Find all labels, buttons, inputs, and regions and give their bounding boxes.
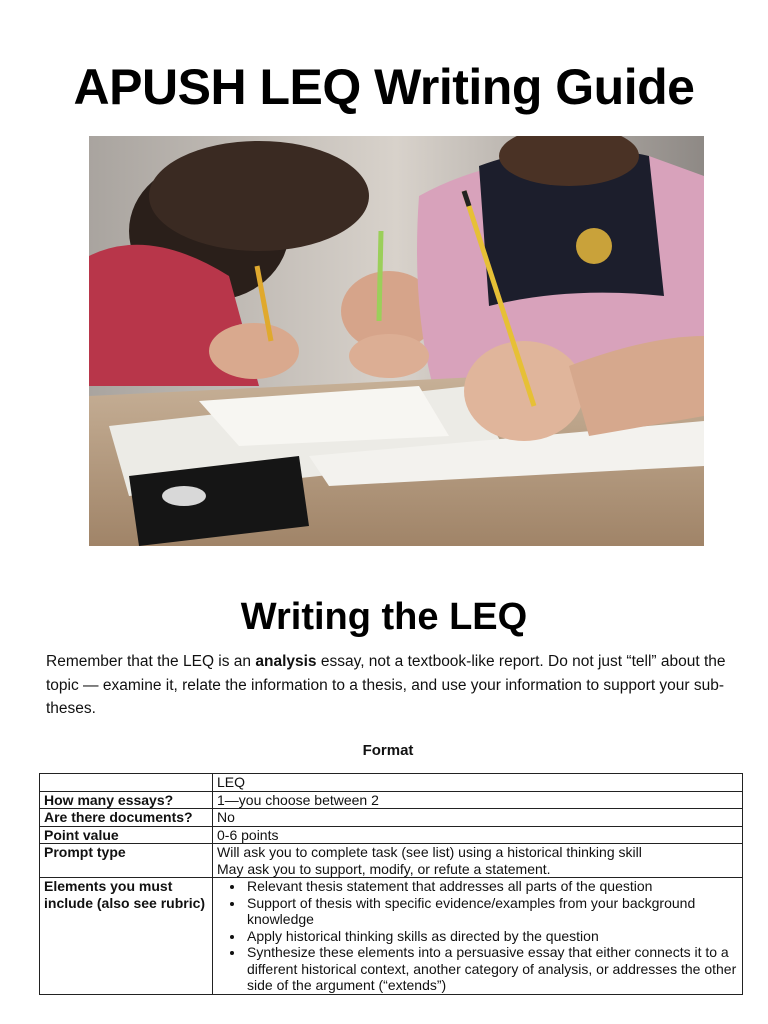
page-title: APUSH LEQ Writing Guide [73,59,695,115]
format-table [39,773,743,995]
row-value: No [213,809,743,827]
header-empty-cell [40,774,213,792]
list-item: • Relevant thesis statement that addresses all parts of the question [245,878,738,895]
table-row [40,809,743,827]
row-value [213,878,743,995]
row-label: How many essays? [40,791,213,809]
prompt-type-line: May ask you to support, modify, or refute a statement. [217,860,551,877]
row-value: 0-6 points [213,826,743,844]
table-row [40,774,743,792]
list-item: • Support of thesis with specific evidence/examples from your background knowledge [245,895,738,928]
row-label: Are there documents? [40,809,213,827]
intro-paragraph [46,650,736,721]
table-row [40,791,743,809]
list-item: • Apply historical thinking skills as directed by the question [245,928,738,945]
row-label: Prompt type [40,844,213,878]
photo-illustration [89,136,704,546]
table-row [40,826,743,844]
students-writing-photo [89,136,704,546]
list-item: • Synthesize these elements into a persuasive essay that either connects it to a different historical context, another category of analysis, or addresses the other side of the argument (“extends”) [245,944,738,994]
table-row [40,844,743,878]
intro-emphasis: analysis [255,653,317,670]
elements-list [217,878,738,994]
section-title: Writing the LEQ [240,596,528,638]
row-label: Point value [40,826,213,844]
prompt-type-line: Will ask you to complete task (see list) using a historical thinking skill [217,844,642,860]
intro-text-end: essay, not a textbook-like report. Do not just “tell” about the topic — examine it, relate the information to a thesis, and use your information to support your sub-theses. [46,653,726,717]
row-value [213,844,743,878]
row-value: 1—you choose between 2 [213,791,743,809]
format-heading: Format [362,742,414,759]
row-label: Elements you must include (also see rubric) [40,878,213,995]
table-row [40,878,743,995]
column-header-cell: LEQ [213,774,743,792]
intro-text-start: Remember that the LEQ is an [46,653,256,670]
